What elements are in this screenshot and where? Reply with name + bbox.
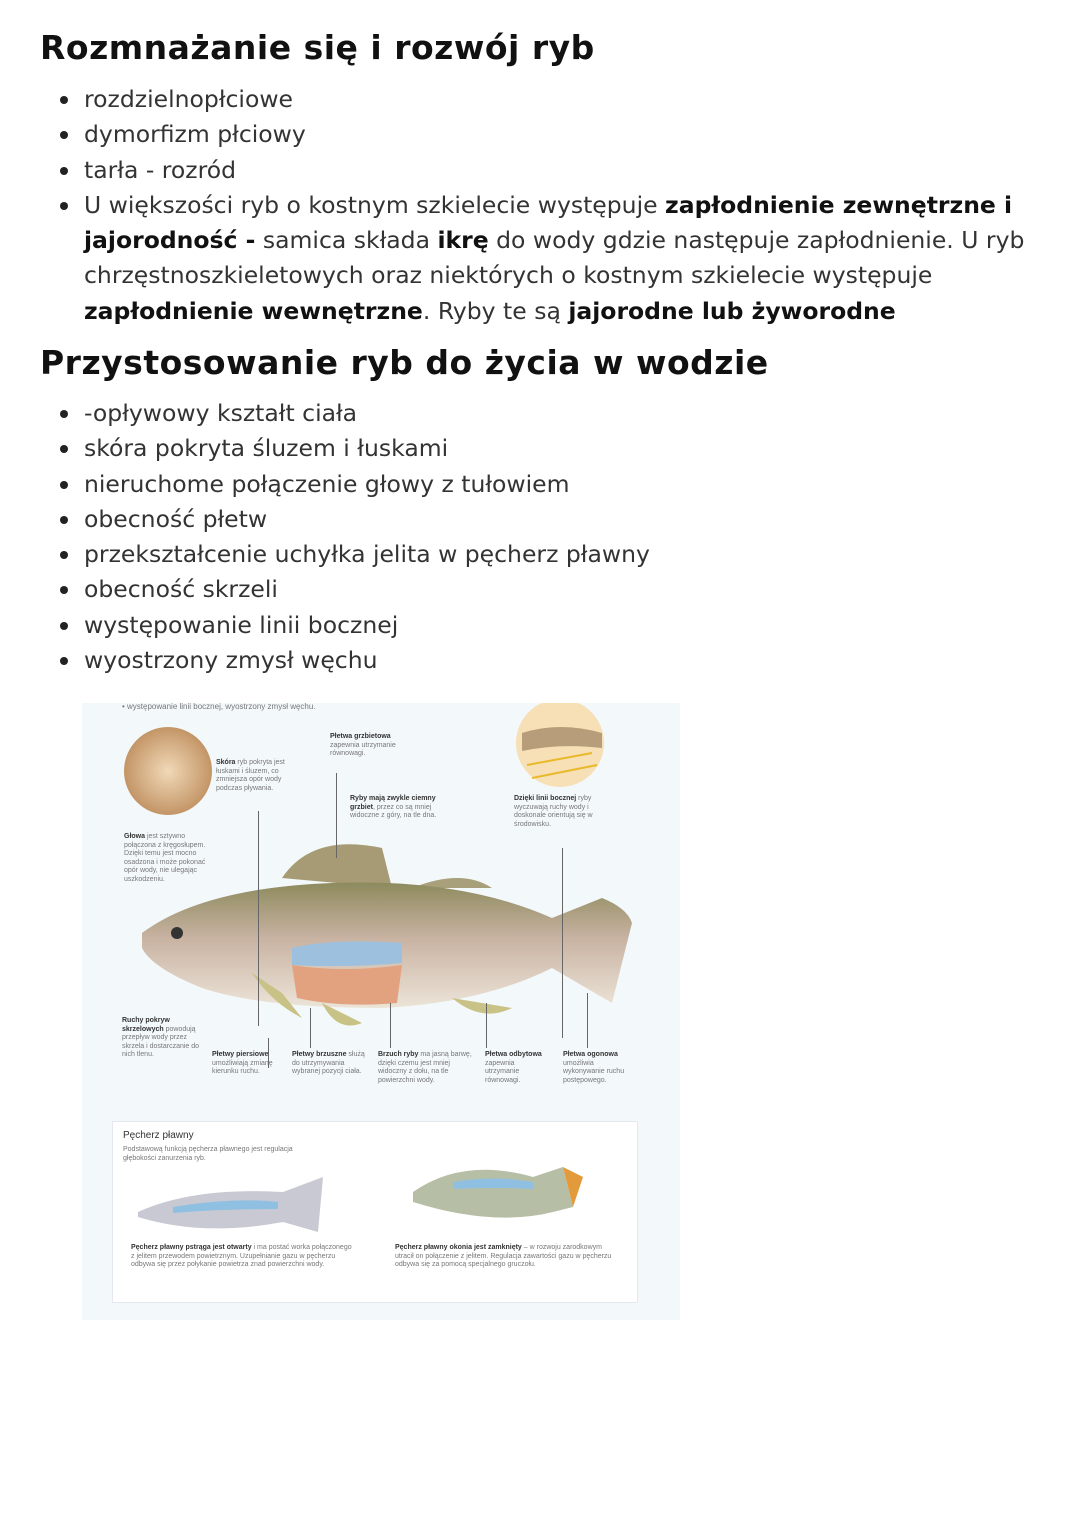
list-item: przekształcenie uchyłka jelita w pęcherz pławny — [84, 537, 1034, 572]
swim-bladder-title: Pęcherz pławny — [123, 1130, 194, 1141]
list-item: rozdzielnopłciowe — [84, 82, 1034, 117]
list-item: obecność płetw — [84, 502, 1034, 537]
swim-bladder-box — [112, 1121, 638, 1303]
list-item: dymorfizm płciowy — [84, 117, 1034, 152]
label-tail-fin: Płetwa ogonowa umożliwia wykonywanie ruchu postępowego. — [563, 1051, 625, 1084]
swim-bladder-intro: Podstawową funkcją pęcherza pławnego jest regulacja głębokości zanurzenia ryb. — [123, 1146, 293, 1162]
label-dark-back: Ryby mają zwykle ciemny grzbiet, przez co są mniej widoczne z góry, na tle dna. — [350, 795, 437, 820]
reproduction-list — [40, 82, 1034, 329]
label-belly: Brzuch ryby ma jasną barwę, dzięki czemu jest mniej widoczny z dołu, na tle powierzchni wody. — [378, 1051, 472, 1084]
adaptation-list — [40, 396, 1034, 678]
list-item: obecność skrzeli — [84, 572, 1034, 607]
heading-reproduction: Rozmnażanie się i rozwój ryb — [40, 28, 595, 67]
label-lateral-line: Dzięki linii bocznej ryby wyczuwają ruchy wody i doskonale orientują się w środowisku. — [514, 795, 593, 828]
label-pectoral-fins: Płetwy piersiowe umożliwiają zmianę kierunku ruchu. — [212, 1051, 273, 1076]
list-item: wyostrzony zmysł węchu — [84, 643, 1034, 678]
scales-closeup-icon — [124, 727, 212, 815]
figure-top-line: • występowanie linii bocznej, wyostrzony zmysł węchu. — [122, 703, 316, 711]
list-item: -opływowy kształt ciała — [84, 396, 1034, 431]
fish-anatomy-figure — [82, 703, 680, 1320]
list-item: występowanie linii bocznej — [84, 608, 1034, 643]
list-item: skóra pokryta śluzem i łuskami — [84, 431, 1034, 466]
label-anal-fin: Płetwa odbytowa zapewnia utrzymanie równowagi. — [485, 1051, 542, 1084]
trout-caption: Pęcherz pławny pstrąga jest otwarty i ma postać worka połączonego z jelitem przewodem powietrznym. Uzupełnianie gazu w pęcherzu odbywa się przez połykanie powietrza znad powierzchni wody. — [131, 1244, 352, 1269]
label-dorsal-fin: Płetwa grzbietowa zapewnia utrzymanie równowagi. — [330, 733, 396, 758]
list-item-fertilization: U większości ryb o kostnym szkielecie występuje zapłodnienie zewnętrzne i jajorodność - samica składa ikrę do wody gdzie następuje zapłodnienie. U ryb chrzęstnoszkieletowych oraz niektórych o kostnym szkielecie występuje zapłodnienie wewnętrzne. Ryby te są jajorodne lub żyworodne — [84, 188, 1034, 329]
fish-eye-icon — [171, 927, 183, 939]
label-pelvic-fins: Płetwy brzuszne służą do utrzymywania wybranej pozycji ciała. — [292, 1051, 365, 1076]
list-item: nieruchome połączenie głowy z tułowiem — [84, 467, 1034, 502]
label-skin: Skóra ryb pokryta jest łuskami i śluzem, co zmniejsza opór wody podczas pływania. — [216, 759, 285, 792]
label-head: Głowa jest sztywno połączona z kręgosłupem. Dzięki temu jest mocno osadzona i może pokonać opór wody, nie ulegając uszkodzeniu. — [124, 833, 206, 883]
trout-and-perch-illustration — [113, 1137, 637, 1247]
perch-caption: Pęcherz pławny okonia jest zamknięty – w rozwoju zarodkowym utracił on połączenie z jelitem. Regulacja zawartości gazu w pęcherzu odbywa się za pomocą specjalnego gruczołu. — [395, 1244, 612, 1269]
label-gill-covers: Ruchy pokryw skrzelowych powodują przepływ wody przez skrzela i dostarczanie do nich tlenu. — [122, 1017, 200, 1059]
list-item: tarła - rozród — [84, 153, 1034, 188]
heading-adaptation: Przystosowanie ryb do życia w wodzie — [40, 343, 769, 382]
